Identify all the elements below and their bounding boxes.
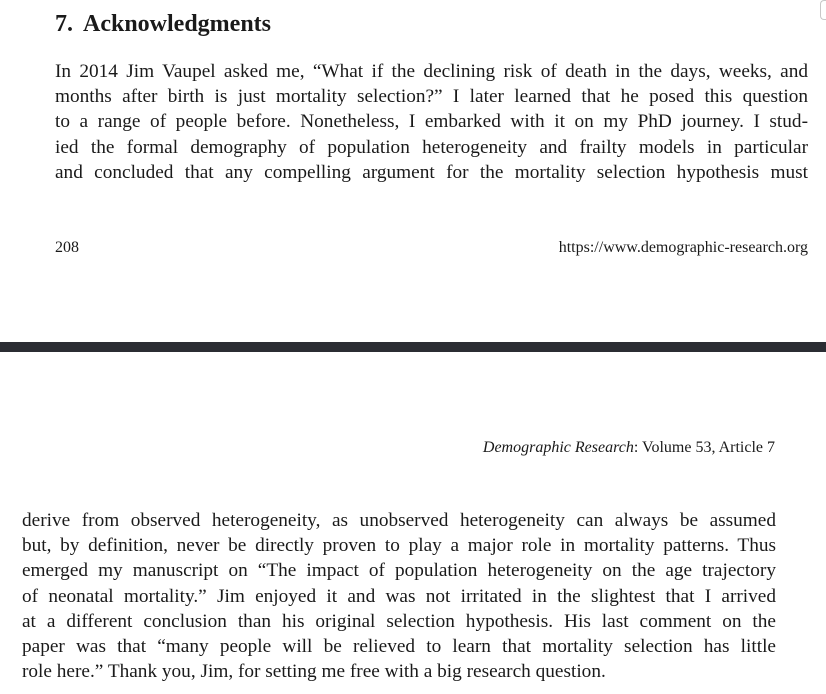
text-line: and concluded that any compelling argument for the mortality selection hypothesis must <box>55 161 808 183</box>
text-line: paper was that “many people will be relieved to learn that mortality selection has little <box>22 635 776 657</box>
scrollbar-nub[interactable] <box>820 0 826 20</box>
text-line: months after birth is just mortality selection?” I later learned that he posed this question <box>55 86 808 108</box>
section-heading <box>55 8 271 40</box>
text-line: role here.” Thank you, Jim, for setting me free with a big research question. <box>22 661 606 683</box>
text-line: of neonatal mortality.” Jim enjoyed it and was not irritated in the slightest that I arrived <box>22 585 776 607</box>
acknowledgments-paragraph-continued <box>22 508 776 684</box>
page-number: 208 <box>55 239 79 256</box>
text-line: emerged my manuscript on “The impact of population heterogeneity on the age trajectory <box>22 560 776 582</box>
volume-info: : Volume 53, Article 7 <box>633 439 775 456</box>
text-line: derive from observed heterogeneity, as unobserved heterogeneity can always be assumed <box>22 510 776 531</box>
text-line: ied the formal demography of population heterogeneity and frailty models in particular <box>55 136 808 158</box>
page-divider <box>0 342 826 352</box>
text-line: but, by definition, never be directly proven to play a major role in mortality patterns. Thus <box>22 535 776 557</box>
section-title: Acknowledgments <box>83 11 272 37</box>
acknowledgments-paragraph-start <box>55 59 808 185</box>
journal-name: Demographic Research <box>482 439 634 456</box>
text-line: at a different conclusion than his original selection hypothesis. His last comment on the <box>22 610 776 632</box>
text-line: to a range of people before. Nonetheless, I embarked with it on my PhD journey. I stud- <box>55 111 808 133</box>
section-number: 7. <box>55 11 73 37</box>
footer-url: https://www.demographic-research.org <box>558 239 808 256</box>
page-top <box>0 0 826 342</box>
running-header <box>483 438 775 458</box>
text-line: In 2014 Jim Vaupel asked me, “What if the declining risk of death in the days, weeks, and <box>55 61 808 82</box>
